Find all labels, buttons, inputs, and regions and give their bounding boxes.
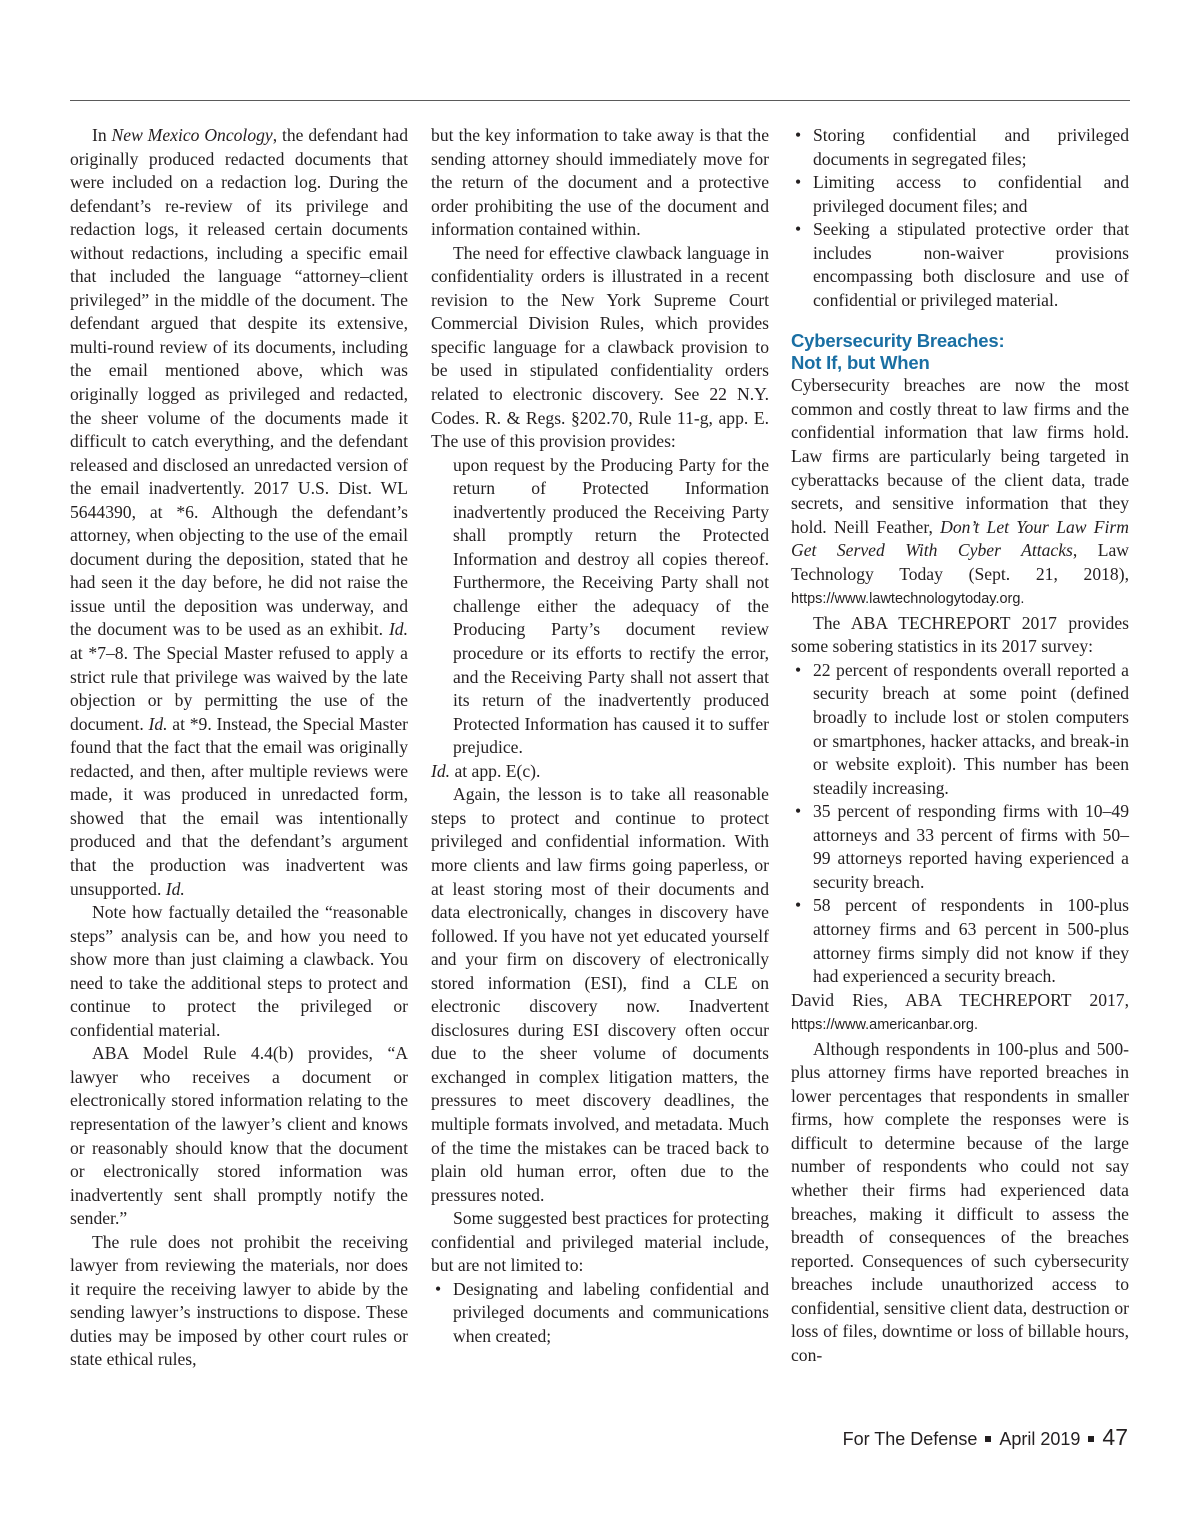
separator-square-icon — [985, 1436, 991, 1442]
list-item: • Limiting access to confidential and privileged document files; and — [791, 171, 1129, 218]
paragraph-new-mexico-oncology: In New Mexico Oncology, the defendant had originally produced redacted documents that were included on a redaction log. During the defendant’s re-review of its privilege and redaction logs, it released certain documents without redactions, including a specific email that included the language “attorney–client privileged” in the middle of the document. The defendant argued that despite its extensive, multi-round review of its documents, including the email mentioned above, which was originally logged as privileged and redacted, the sheer volume of the documents made it difficult to catch everything, and the defendant released and disclosed an unredacted version of the email inadvertently. 2017 U.S. Dist. WL 5644390, at *6. Although the defendant’s attorney, when objecting to the use of the email document during the deposition, stated that he had seen it the day before, he did not raise the issue until the deposition was underway, and the document was to be used as an exhibit. Id. at *7–8. The Special Master refused to apply a strict rule that privilege was waived by the late objection or by permitting the use of the document. Id. at *9. Instead, the Special Master found that the fact that the email was originally redacted, and then, after multiple reviews were made, it was produced in unredacted form, showed that the email was intentionally produced and that the defendant’s argument that the production was inadvertent was unsupported. Id. — [70, 125, 408, 899]
source-citation: David Ries, ABA TECHREPORT 2017, https://www.americanbar.org. — [791, 989, 1129, 1034]
column-1 — [70, 124, 408, 1372]
page-number: 47 — [1102, 1424, 1128, 1450]
separator-square-icon — [1088, 1436, 1094, 1442]
list-item: • 35 percent of responding firms with 10–49 attorneys and 33 percent of firms with 50–99 attorneys reported having experienced a security breach. — [791, 800, 1129, 894]
paragraph-lesson: Again, the lesson is to take all reasonable steps to protect and continue to protect privileged and confidential information. With more clients and law firms going paperless, or at least storing most of their documents and data electronically, changes in discovery have followed. If you have not yet educated yourself and your firm on discovery of electronically stored information (ESI), find a CLE on electronic discovery now. Inadvertent disclosures during ESI discovery often occur due to the sheer volume of documents exchanged in complex litigation matters, the pressures to meet discovery deadlines, the multiple formats involved, and metadata. Much of the time the mistakes can be traced back to plain old human error, often due to the pressures noted. — [431, 784, 769, 1205]
paragraph-key-information: but the key information to take away is that the sending attorney should immediately move for the return of the document and a protective order prohibiting the use of the document and information contained within. — [431, 125, 769, 240]
list-item: • Seeking a stipulated protective order that includes non-waiver provisions encompassing both disclosure and use of confidential or privileged material. — [791, 218, 1129, 312]
list-item: • Storing confidential and privileged documents in segregated files; — [791, 124, 1129, 171]
paragraph-model-rule: ABA Model Rule 4.4(b) provides, “A lawyer who receives a document or electronically stored information relating to the representation of the lawyer’s client and knows or reasonably should know that the document or electronically stored information was inadvertently sent shall promptly notify the sender.” — [70, 1043, 408, 1229]
statistics-list — [791, 659, 1129, 989]
issue-date: April 2019 — [999, 1429, 1081, 1449]
column-2 — [431, 124, 769, 1348]
paragraph-rule-duties: The rule does not prohibit the receiving lawyer from reviewing the materials, nor does it require the receiving lawyer to abide by the sending lawyer’s instructions to dispose. These duties may be imposed by other court rules or state ethical rules, — [70, 1231, 408, 1370]
list-item: • Designating and labeling confidential and privileged documents and communications when created; — [431, 1278, 769, 1349]
section-heading-line-2: Not If, but When — [791, 352, 930, 374]
column-3 — [791, 124, 1129, 1367]
lawtechnologytoday-link[interactable]: https://www.lawtechnologytoday.org. — [791, 591, 1025, 608]
list-item: • 22 percent of respondents overall reported a security breach at some point (defined broadly to include lost or stolen computers or smartphones, hacker attacks, and break-in or website exploit). This number has been steadily increasing. — [791, 659, 1129, 800]
best-practices-list — [431, 1278, 769, 1349]
section-heading — [791, 330, 1129, 374]
paragraph-reasonable-steps: Note how factually detailed the “reasonable steps” analysis can be, and how you need to show more than just claiming a clawback. You need to take the additional steps to protect and continue to protect the privileged or confidential material. — [70, 902, 408, 1040]
paragraph-clawback-language: The need for effective clawback language in confidentiality orders is illustrated in a recent revision to the New York Supreme Court Commercial Division Rules, which provides specific language for a clawback provision to be used in stipulated confidentiality orders related to electronic discovery. See 22 N.Y. Codes. R. & Regs. §202.70, Rule 11-g, app. E. The use of this provision provides: — [431, 242, 769, 452]
paragraph-techreport: The ABA TECHREPORT 2017 provides some sobering statistics in its 2017 survey: — [791, 612, 1129, 657]
paragraph-respondents: Although respondents in 100-plus and 500-plus attorney firms have reported breaches in lower percentages that respondents in smaller firms, how complete the responses were is difficult to determine because of the large number of respondents who could not say whether their firms had experienced data breaches, making it difficult to assess the breadth of consequences of the breaches reported. Consequences of such cybersecurity breaches include unauthorized access to confidential, sensitive client data, destruction or loss of files, downtime or loss of billable hours, con- — [791, 1038, 1129, 1365]
quote-citation: Id. at app. E(c). — [431, 760, 541, 781]
section-heading-line-1: Cybersecurity Breaches: — [791, 330, 1005, 352]
americanbar-link[interactable]: https://www.americanbar.org. — [791, 1017, 978, 1034]
list-item: • 58 percent of respondents in 100-plus attorney firms and 63 percent in 500-plus attorney firms simply did not know if they had experienced a security breach. — [791, 894, 1129, 988]
block-quote: upon request by the Producing Party for the return of Protected Information inadvertently produced the Receiving Party shall promptly return the Protected Information and destroy all copies thereof. Furthermore, the Receiving Party shall not challenge either the adequacy of the Producing Party’s document review procedure or its efforts to rectify the error, and the Receiving Party shall not assert that its return of the inadvertently produced Protected Information has caused it to suffer prejudice. — [453, 454, 769, 758]
publication-name: For The Defense — [842, 1429, 978, 1449]
page-footer — [843, 1424, 1128, 1451]
top-rule — [70, 100, 1130, 101]
best-practices-list-continued — [791, 124, 1129, 312]
paragraph-best-practices: Some suggested best practices for protecting confidential and privileged material include, but are not limited to: — [431, 1208, 769, 1276]
paragraph-cybersecurity-breaches: Cybersecurity breaches are now the most common and costly threat to law firms and the confidential information that law firms hold. Law firms are particularly being targeted in cyberattacks because of the client data, trade secrets, and sensitive information that they hold. Neill Feather, Don’t Let Your Law Firm Get Served With Cyber Attacks, Law Technology Today (Sept. 21, 2018), https://www.lawtechnologytoday.org. — [791, 375, 1130, 608]
